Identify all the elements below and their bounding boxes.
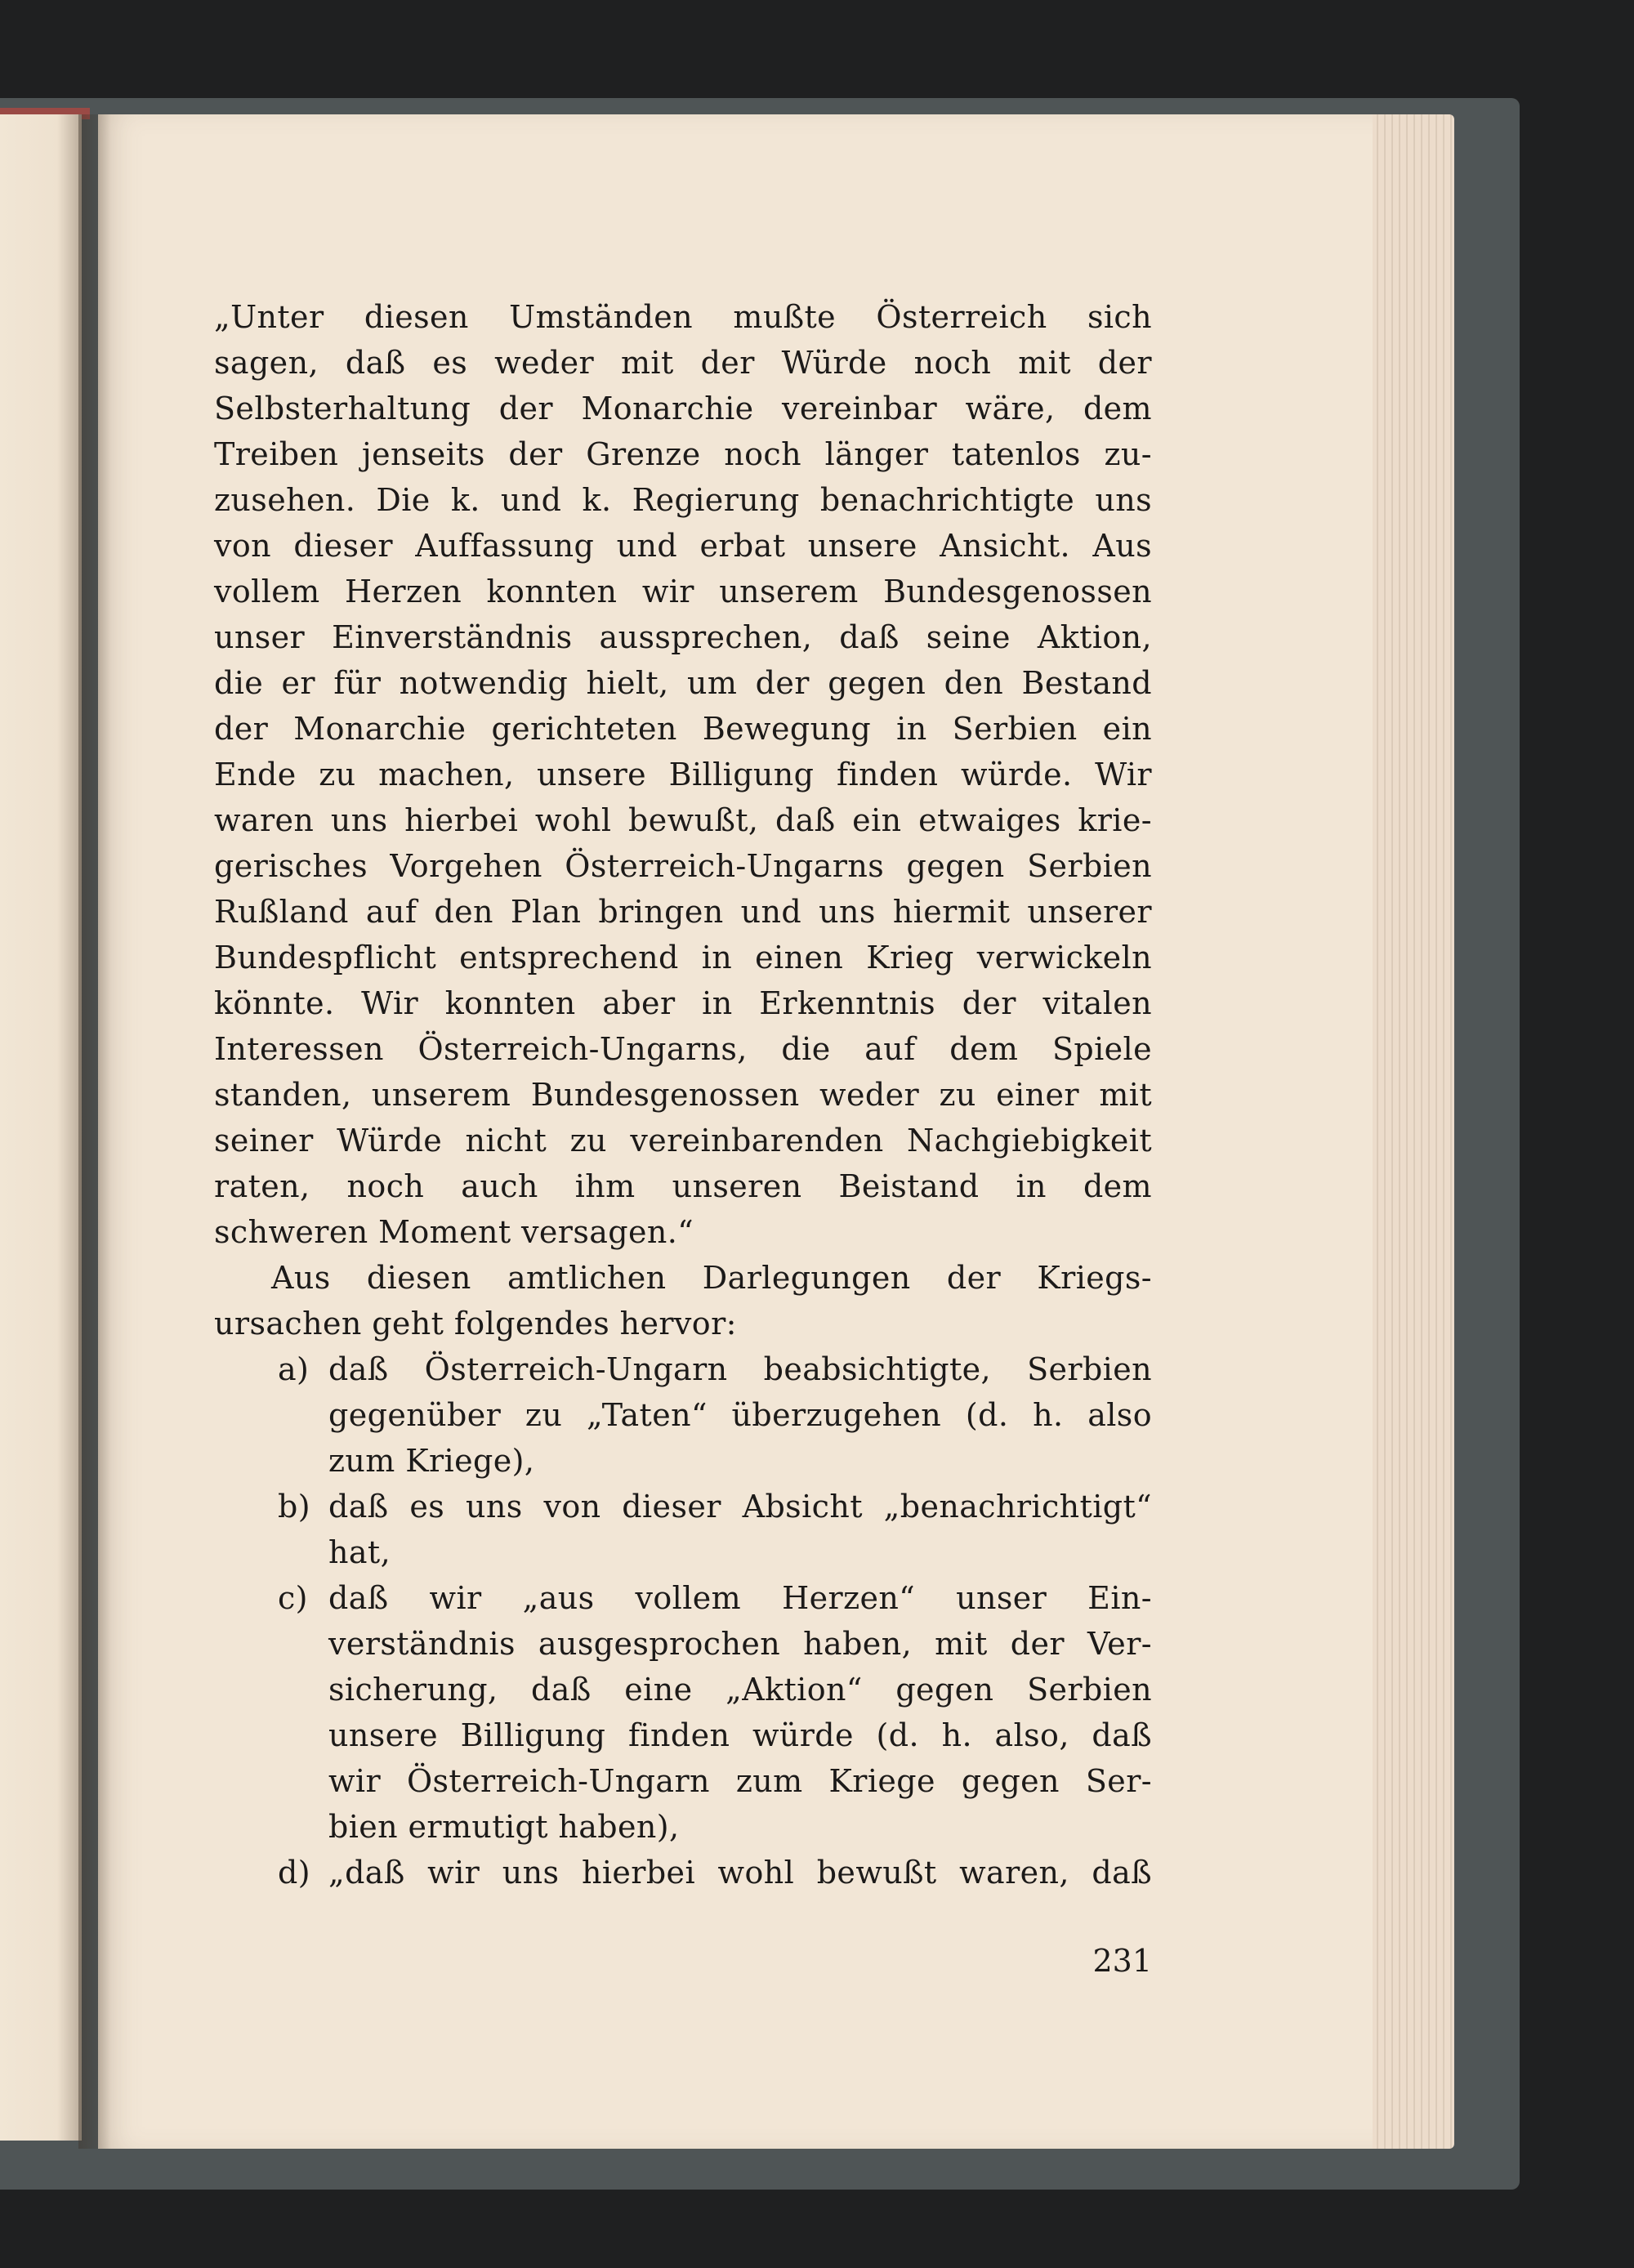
page-text: [214, 294, 1152, 1895]
text-line: daß wir „aus vollem Herzen“ unser Ein-: [328, 1580, 1152, 1616]
text-line: raten, noch auch ihm unseren Beistand in dem: [214, 1168, 1152, 1204]
text-line: schweren Moment versagen.“: [214, 1214, 694, 1250]
text-line: ursachen geht folgendes hervor:: [214, 1306, 737, 1342]
text-line: unser Einverständnis aussprechen, daß seine Aktion,: [214, 619, 1152, 655]
text-line: Rußland auf den Plan bringen und uns hiermit unserer: [214, 894, 1152, 930]
text-line: daß es uns von dieser Absicht „benachrichtigt“: [328, 1489, 1152, 1525]
text-line: verständnis ausgesprochen haben, mit der Ver-: [328, 1626, 1152, 1662]
list-item-label: a): [278, 1351, 310, 1387]
text-line: sicherung, daß eine „Aktion“ gegen Serbien: [328, 1672, 1152, 1708]
list-item-label: d): [278, 1855, 310, 1891]
text-line: gegenüber zu „Taten“ überzugehen (d. h. also: [328, 1397, 1152, 1433]
page-number: 231: [1092, 1943, 1152, 1979]
list-item-a: [214, 1346, 1152, 1484]
text-line: zum Kriege),: [328, 1443, 535, 1479]
text-line: zusehen. Die k. und k. Regierung benachrichtigte uns: [214, 482, 1152, 518]
text-line: Aus diesen amtlichen Darlegungen der Kriegs-: [271, 1260, 1152, 1296]
list-item-label: b): [278, 1489, 310, 1525]
text-line: sagen, daß es weder mit der Würde noch mit der: [214, 345, 1152, 381]
text-line: standen, unserem Bundesgenossen weder zu einer mit: [214, 1077, 1152, 1113]
list-item-c: [214, 1575, 1152, 1850]
text-line: waren uns hierbei wohl bewußt, daß ein etwaiges krie-: [214, 802, 1152, 838]
text-line: gerisches Vorgehen Österreich-Ungarns gegen Serbien: [214, 848, 1152, 884]
text-line: seiner Würde nicht zu vereinbarenden Nachgiebigkeit: [214, 1123, 1152, 1159]
text-line: unsere Billigung finden würde (d. h. also, daß: [328, 1717, 1152, 1753]
text-line: wir Österreich-Ungarn zum Kriege gegen Ser-: [328, 1763, 1152, 1799]
text-line: könnte. Wir konnten aber in Erkenntnis der vitalen: [214, 985, 1152, 1021]
gutter-shadow: [78, 114, 111, 2149]
text-line: bien ermutigt haben),: [328, 1809, 680, 1845]
text-line: der Monarchie gerichteten Bewegung in Serbien ein: [214, 711, 1152, 747]
text-line: von dieser Auffassung und erbat unsere Ansicht. Aus: [214, 528, 1152, 564]
left-page: [0, 114, 82, 2141]
text-line: „Unter diesen Umständen mußte Österreich sich: [214, 299, 1152, 335]
list-item-d: [214, 1850, 1152, 1895]
text-line: Interessen Österreich-Ungarns, die auf dem Spiele: [214, 1031, 1152, 1067]
paragraph-quote: [214, 294, 1152, 1255]
paragraph-summary: [214, 1255, 1152, 1346]
text-line: Bundespflicht entsprechend in einen Krieg verwickeln: [214, 940, 1152, 976]
text-line: Treiben jenseits der Grenze noch länger tatenlos zu-: [214, 436, 1152, 472]
text-line: vollem Herzen konnten wir unserem Bundesgenossen: [214, 574, 1152, 609]
text-line: die er für notwendig hielt, um der gegen den Bestand: [214, 665, 1152, 701]
text-line: hat,: [328, 1534, 391, 1570]
text-line: daß Österreich-Ungarn beabsichtigte, Serbien: [328, 1351, 1152, 1387]
text-line: „daß wir uns hierbei wohl bewußt waren, daß: [328, 1855, 1152, 1891]
list-item-label: c): [278, 1580, 308, 1616]
text-line: Selbsterhaltung der Monarchie vereinbar wäre, dem: [214, 391, 1152, 426]
text-line: Ende zu machen, unsere Billigung finden würde. Wir: [214, 757, 1152, 792]
list-item-b: [214, 1484, 1152, 1575]
